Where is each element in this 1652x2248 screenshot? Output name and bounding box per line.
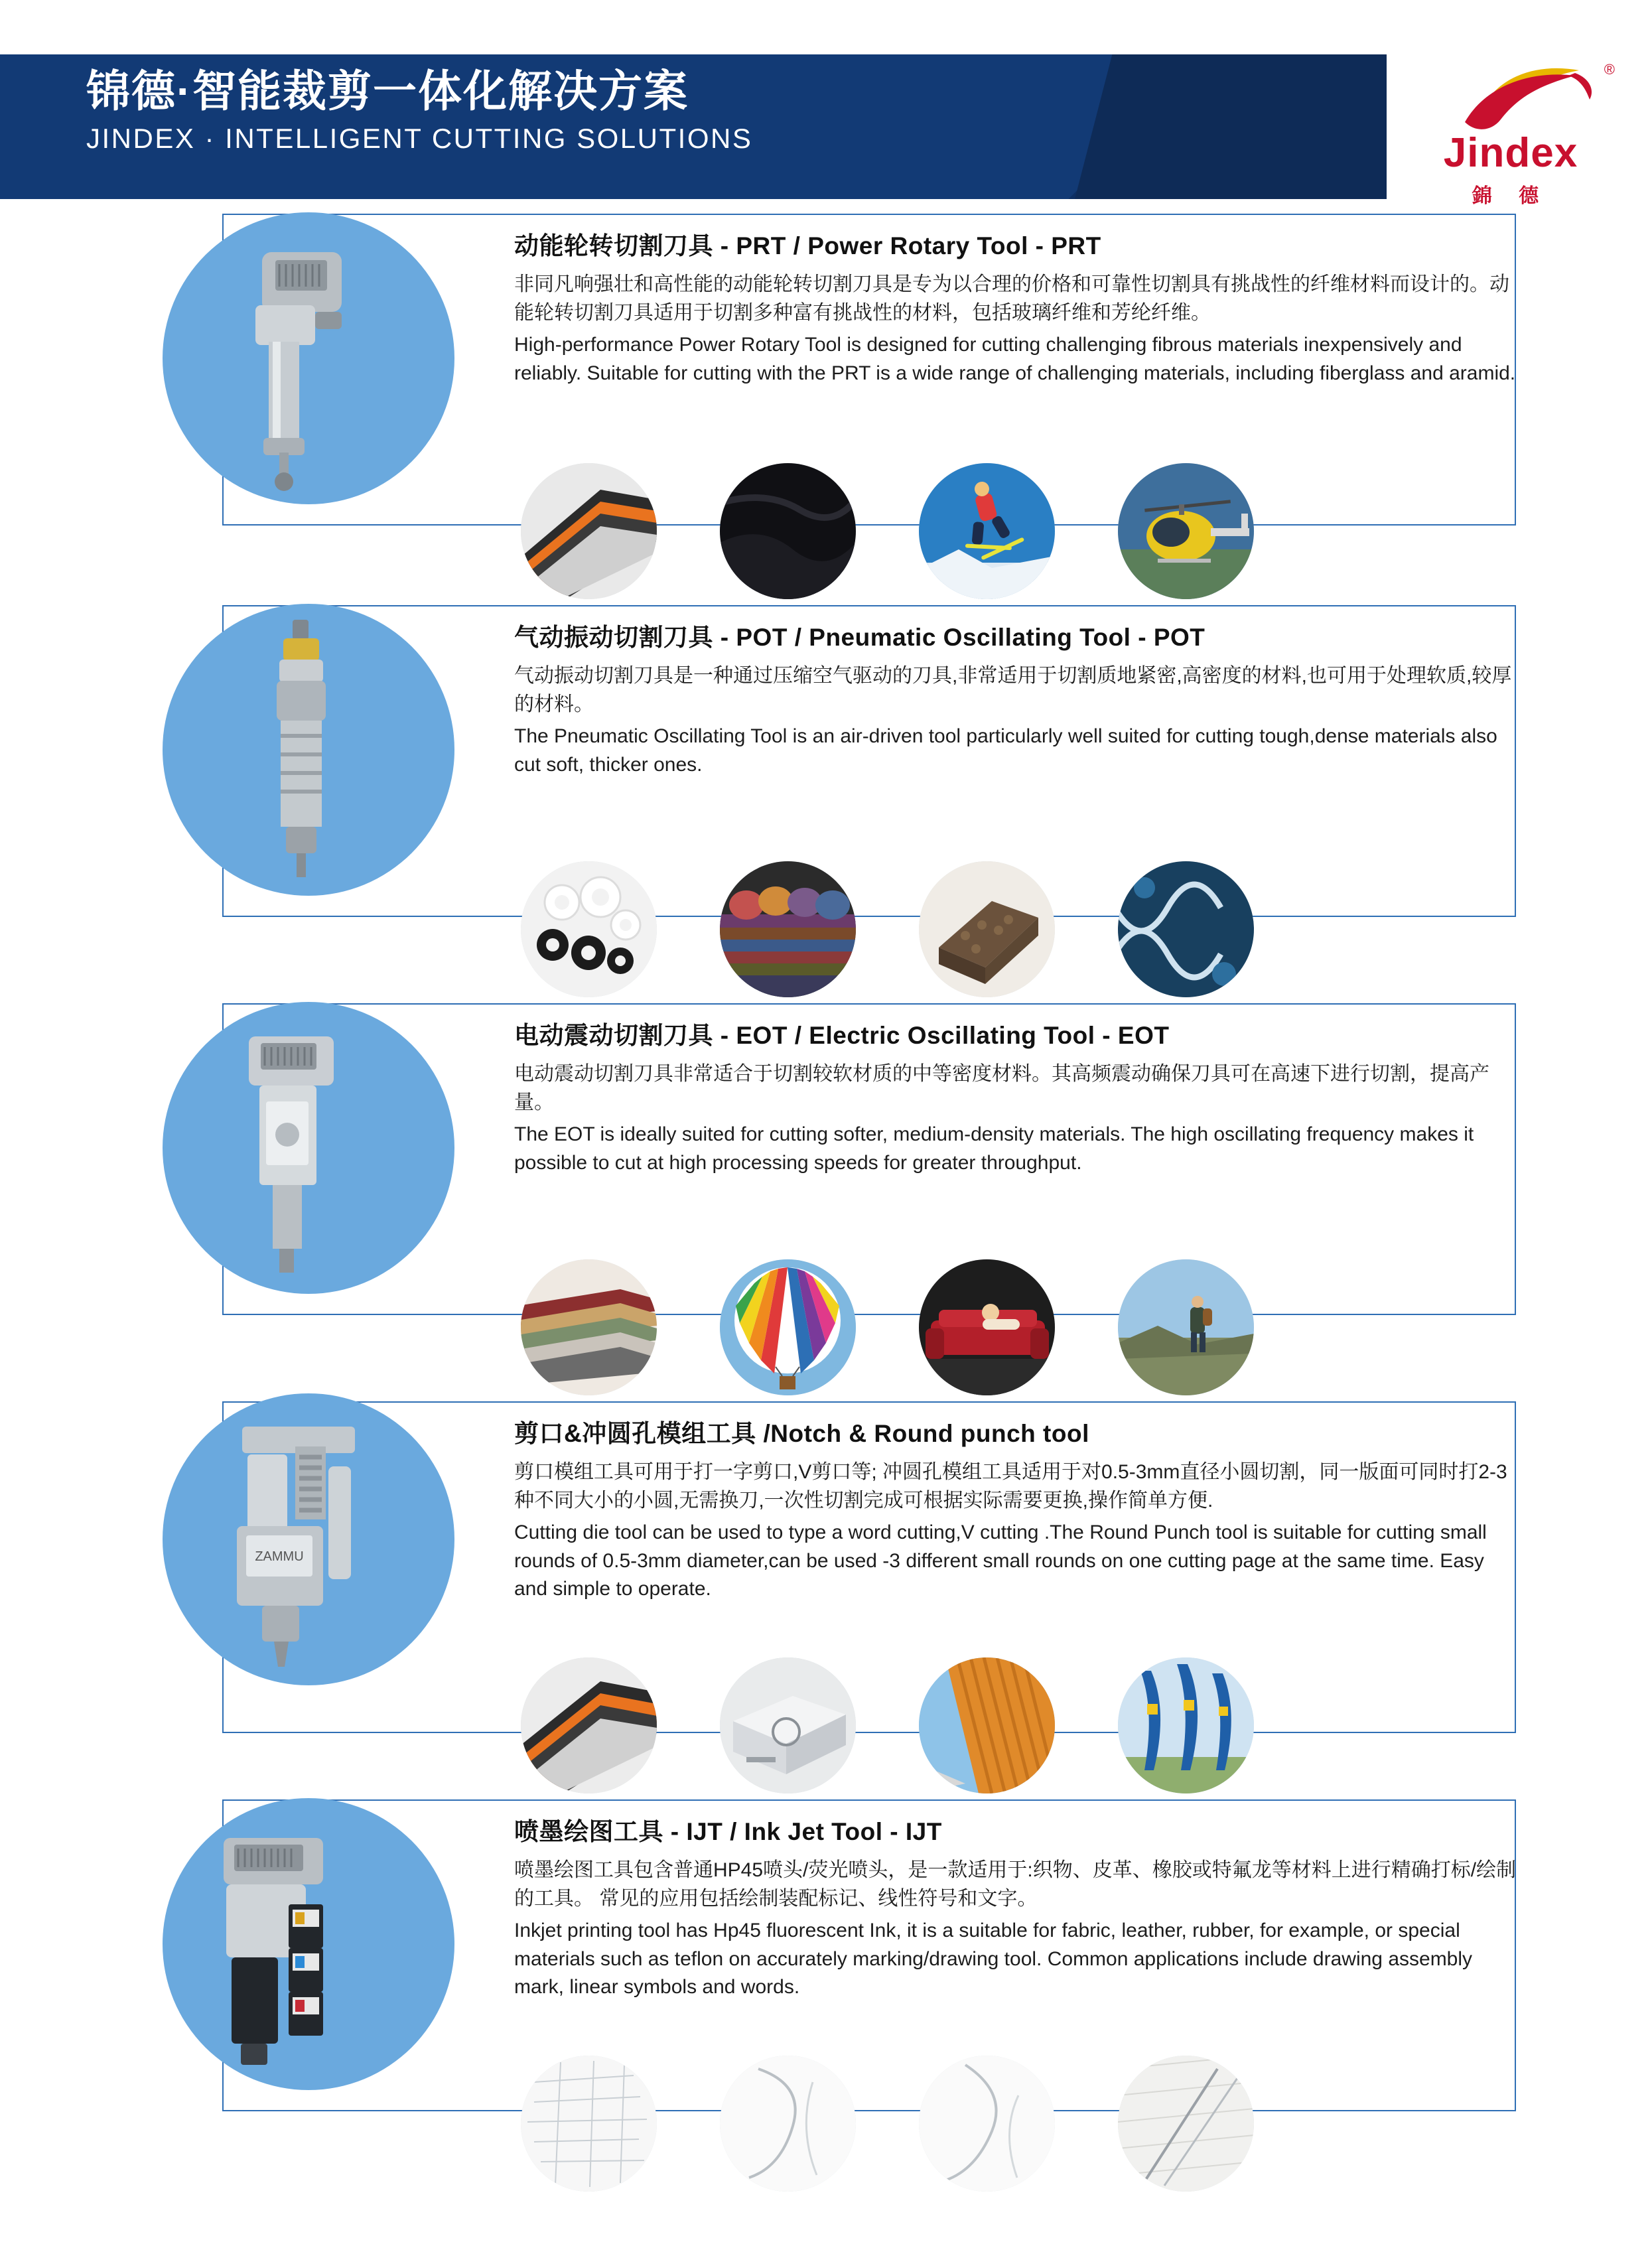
- tool-image-pneumatic-oscillating-tool: [163, 604, 454, 896]
- section-paragraph-en: The EOT is ideally suited for cutting softer, medium-density materials. The high oscillating frequency makes it possible to cut at high processing speeds for greater throughput.: [514, 1123, 1474, 1174]
- registered-trademark-icon: ®: [1604, 61, 1615, 78]
- header-band-light: [1075, 54, 1387, 199]
- tool-image-ink-jet-tool: [163, 1798, 454, 2090]
- tool-image-power-rotary-tool: [163, 212, 454, 504]
- section-heading: 电动震动切割刀具 - EOT / Electric Oscillating Tool - EOT: [514, 1022, 1170, 1049]
- thumb-red-sofa-photo: [919, 1259, 1055, 1395]
- section-text: [514, 226, 1523, 391]
- section-ijt: [56, 1785, 1596, 2183]
- product-sections: [0, 199, 1652, 2183]
- logo-wordmark-cn: 錦 德: [1472, 185, 1550, 207]
- header-titles: [86, 66, 752, 157]
- thumb-foam-block-sample: [919, 861, 1055, 997]
- application-thumbnails: [521, 861, 1543, 1001]
- thumb-beach-flags-photo: [1118, 1657, 1254, 1793]
- thumb-carpet-samples: [521, 1259, 657, 1395]
- section-paragraph-en: Inkjet printing tool has Hp45 fluorescent Ink, it is a suitable for fabric, leather, rubber, for example, or special materials such as teflon on accurately marking/drawing tool. Common applications include drawing assembly mark, linear symbols and words.: [514, 1920, 1473, 1999]
- brand-logo: [1401, 58, 1620, 207]
- thumb-cut-piece-sample-a: [720, 2056, 856, 2192]
- section-paragraph-cn: 气动振动切割刀具是一种通过压缩空气驱动的刀具,非常适用于切割质地紧密,高密度的材料,也可用于处理软质,较厚的材料。: [514, 665, 1512, 715]
- page-title-en: JINDEX · INTELLIGENT CUTTING SOLUTIONS: [86, 122, 753, 154]
- application-thumbnails: [521, 1657, 1543, 1797]
- svg-text:ZAMMU: ZAMMU: [255, 1549, 304, 1564]
- section-paragraph-en: Cutting die tool can be used to type a word cutting,V cutting .The Round Punch tool is suitable for cutting small rounds of 0.5-3mm diameter,can be used -3 different small rounds on one cutting page at the same time. Easy and simple to operate.: [514, 1521, 1487, 1600]
- section-text: [514, 1015, 1523, 1181]
- application-thumbnails: [521, 463, 1543, 602]
- section-heading: 剪口&冲圆孔模组工具 /Notch & Round punch tool: [514, 1420, 1089, 1447]
- section-paragraph-cn: 非同凡响强壮和高性能的动能轮转切割刀具是专为以合理的价格和可靠性切割具有挑战性的纤维材料而设计的。动能轮转切割刀具适用于切割多种富有挑战性的材料，包括玻璃纤维和芳纶纤维。: [514, 273, 1509, 324]
- application-thumbnails: [521, 1259, 1543, 1399]
- section-paragraph-en: High-performance Power Rotary Tool is designed for cutting challenging fibrous materials inexpensively and reliably. Suitable for cutting with the PRT is a wide range of challenging materials, including fiberglass and aramid.: [514, 334, 1516, 384]
- thumb-marked-textile-sample: [1118, 2056, 1254, 2192]
- tool-image-notch-and-round-punch-tool: [163, 1393, 454, 1685]
- section-pot: [56, 591, 1596, 989]
- section-notch-punch: [56, 1387, 1596, 1785]
- section-text: [514, 1811, 1523, 2006]
- page-header: [0, 0, 1652, 207]
- thumb-corrugated-facade-photo: [919, 1657, 1055, 1793]
- section-text: [514, 1413, 1523, 1608]
- thumb-hiker-photo: [1118, 1259, 1254, 1395]
- section-paragraph-cn: 剪口模组工具可用于打一字剪口,V剪口等; 冲圆孔模组工具适用于对0.5-3mm直径小圆切割，同一版面可同时打2-3种不同大小的小圆,无需换刀,一次性切割完成可根据实际需要更换,操作简单方便.: [514, 1461, 1507, 1511]
- thumb-blue-pattern-material-sample: [1118, 861, 1254, 997]
- section-paragraph-cn: 电动震动切割刀具非常适合于切割较软材质的中等密度材料。其高频震动确保刀具可在高速下进行切割，提高产量。: [514, 1063, 1489, 1113]
- thumb-packaging-carton-photo: [720, 1657, 856, 1793]
- thumb-hot-air-balloon-photo: [720, 1259, 856, 1395]
- section-paragraph-cn: 喷墨绘图工具包含普通HP45喷头/荧光喷头，是一款适用于:织物、皮革、橡胶或特氟龙等材料上进行精确打标/绘制的工具。 常见的应用包括绘制装配标记、线性符号和文字。: [514, 1859, 1517, 1910]
- application-thumbnails: [521, 2056, 1543, 2195]
- section-heading: 气动振动切割刀具 - POT / Pneumatic Oscillating Tool - POT: [514, 624, 1205, 651]
- logo-wordmark: Jindex: [1443, 130, 1578, 176]
- logo-swoosh-icon: [1401, 58, 1620, 131]
- thumb-skier-sports-photo: [919, 463, 1055, 599]
- section-heading: 动能轮转切割刀具 - PRT / Power Rotary Tool - PRT: [514, 232, 1101, 259]
- page-title-cn: 锦德·智能裁剪一体化解决方案: [86, 66, 689, 115]
- thumb-marked-pattern-sample: [521, 2056, 657, 2192]
- section-text: [514, 617, 1523, 783]
- section-eot: [56, 989, 1596, 1387]
- thumb-colored-granule-mats-sample: [720, 861, 856, 997]
- thumb-black-carbon-fabric-sample: [720, 463, 856, 599]
- thumb-rubber-gaskets-sample: [521, 861, 657, 997]
- thumb-layered-rubber-fabric-sample: [521, 463, 657, 599]
- section-heading: 喷墨绘图工具 - IJT / Ink Jet Tool - IJT: [514, 1818, 942, 1845]
- section-prt: [56, 199, 1596, 591]
- thumb-helicopter-photo: [1118, 463, 1254, 599]
- thumb-layered-composite-sample: [521, 1657, 657, 1793]
- thumb-cut-piece-sample-b: [919, 2056, 1055, 2192]
- section-paragraph-en: The Pneumatic Oscillating Tool is an air-driven tool particularly well suited for cutting tough,dense materials also cut soft, thicker ones.: [514, 725, 1497, 776]
- tool-image-electric-oscillating-tool: [163, 1002, 454, 1294]
